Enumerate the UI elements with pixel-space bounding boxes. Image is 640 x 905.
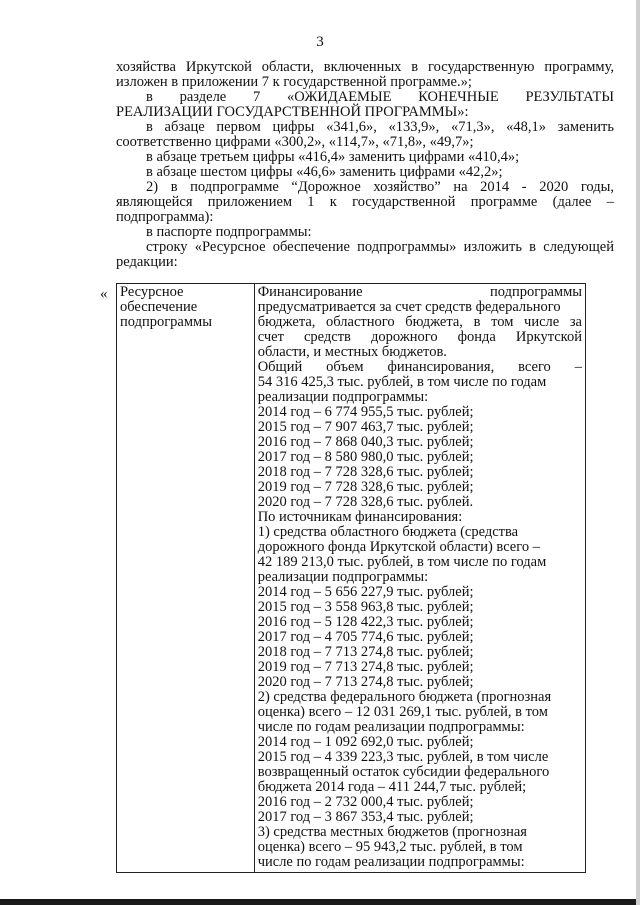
content-line: 2016 год – 7 868 040,3 тыс. рублей; [257, 434, 474, 450]
row-label-cell [117, 284, 255, 873]
content-line: числе по годам реализации подпрограммы: [257, 854, 525, 870]
intro-text [116, 60, 614, 270]
content-line: 2014 год – 5 656 227,9 тыс. рублей; [257, 584, 474, 600]
content-line: 2018 год – 7 728 328,6 тыс. рублей; [257, 464, 474, 480]
content-line: бюджета 2014 года – 411 244,7 тыс. рублей; [257, 779, 527, 795]
table-row [117, 284, 586, 873]
text-line: редакции: [116, 254, 178, 270]
text-line: подпрограмма): [116, 209, 214, 225]
content-line: 42 189 213,0 тыс. рублей, в том числе по годам [257, 554, 547, 570]
content-line: 2015 год – 3 558 963,8 тыс. рублей; [257, 599, 474, 615]
content-line: 2015 год – 7 907 463,7 тыс. рублей; [257, 419, 474, 435]
content-line: оценка) всего – 95 943,2 тыс. рублей, в том [257, 839, 523, 855]
content-line: 2014 год – 6 774 955,5 тыс. рублей; [257, 404, 474, 420]
content-line: 2017 год – 8 580 980,0 тыс. рублей; [257, 449, 474, 465]
content-line: бюджета, областного бюджета, в том числе за [257, 314, 582, 330]
text-line: изложен в приложении 7 к государственной программе.»; [116, 74, 472, 90]
text-line: в абзаце третьем цифры «416,4» заменить цифрами «410,4»; [146, 149, 520, 165]
content-line: 2014 год – 1 092 692,0 тыс. рублей; [257, 734, 474, 750]
label-line: Ресурсное [120, 284, 184, 300]
content-line: Общий объем финансирования, всего – [257, 359, 582, 375]
content-line: По источникам финансирования: [257, 509, 463, 525]
content-line: реализации подпрограммы: [257, 389, 429, 405]
content-line: 2) средства федерального бюджета (прогнозная [257, 689, 552, 705]
label-line: обеспечение [120, 299, 198, 315]
content-line: области, и местных бюджетов. [257, 344, 447, 360]
row-content-cell [254, 284, 585, 873]
content-line: оценка) всего – 12 031 269,1 тыс. рублей, в том [257, 704, 548, 720]
text-line: строку «Ресурсное обеспечение подпрограммы» изложить в следующей [146, 239, 614, 255]
text-line: в абзаце первом цифры «341,6», «133,9», «71,3», «48,1» заменить [146, 119, 614, 135]
resource-table [116, 283, 586, 873]
content-line: 54 316 425,3 тыс. рублей, в том числе по годам [257, 374, 547, 390]
content-line: 2017 год – 3 867 353,4 тыс. рублей; [257, 809, 474, 825]
content-line: 2018 год – 7 713 274,8 тыс. рублей; [257, 644, 474, 660]
content-line: реализации подпрограммы: [257, 569, 429, 585]
content-line: 2017 год – 4 705 774,6 тыс. рублей; [257, 629, 474, 645]
scan-bottom-edge [0, 899, 640, 905]
content-line: 2020 год – 7 728 328,6 тыс. рублей. [257, 494, 474, 510]
text-line: хозяйства Иркутской области, включенных в государственную программу, [116, 59, 614, 75]
content-line: дорожного фонда Иркутской области) всего – [257, 539, 540, 555]
content-line: предусматривается за счет средств федерального [257, 299, 561, 315]
text-line: 2) в подпрограмме “Дорожное хозяйство” на 2014 - 2020 годы, [146, 179, 614, 195]
text-line: в паспорте подпрограммы: [146, 224, 312, 240]
content-line: 2016 год – 2 732 000,4 тыс. рублей; [257, 794, 474, 810]
page-number: 3 [316, 34, 324, 50]
label-line: подпрограммы [120, 314, 212, 330]
text-line: в абзаце шестом цифры «46,6» заменить цифрами «42,2»; [146, 164, 503, 180]
content-line: 3) средства местных бюджетов (прогнозная [257, 824, 527, 840]
content-line: возвращенный остаток субсидии федерального [257, 764, 550, 780]
text-line: являющейся приложением 1 к государственной программе (далее – [116, 194, 614, 210]
content-line: Финансирование подпрограммы [257, 284, 582, 300]
content-line: числе по годам реализации подпрограммы: [257, 719, 525, 735]
content-line: 2020 год – 7 713 274,8 тыс. рублей; [257, 674, 474, 690]
opening-quote: « [100, 286, 108, 302]
text-line: в разделе 7 «ОЖИДАЕМЫЕ КОНЕЧНЫЕ РЕЗУЛЬТАТЫ [146, 89, 614, 105]
content-line: 2019 год – 7 728 328,6 тыс. рублей; [257, 479, 474, 495]
text-line: РЕАЛИЗАЦИИ ГОСУДАРСТВЕННОЙ ПРОГРАММЫ»: [116, 104, 469, 120]
content-line: счет средств дорожного фонда Иркутской [257, 329, 582, 345]
content-line: 2019 год – 7 713 274,8 тыс. рублей; [257, 659, 474, 675]
content-line: 1) средства областного бюджета (средства [257, 524, 519, 540]
scan-right-edge [636, 0, 640, 905]
text-line: соответственно цифрами «300,2», «114,7», «71,8», «49,7»; [116, 134, 474, 150]
content-line: 2015 год – 4 339 223,3 тыс. рублей, в том числе [257, 749, 549, 765]
content-line: 2016 год – 5 128 422,3 тыс. рублей; [257, 614, 474, 630]
